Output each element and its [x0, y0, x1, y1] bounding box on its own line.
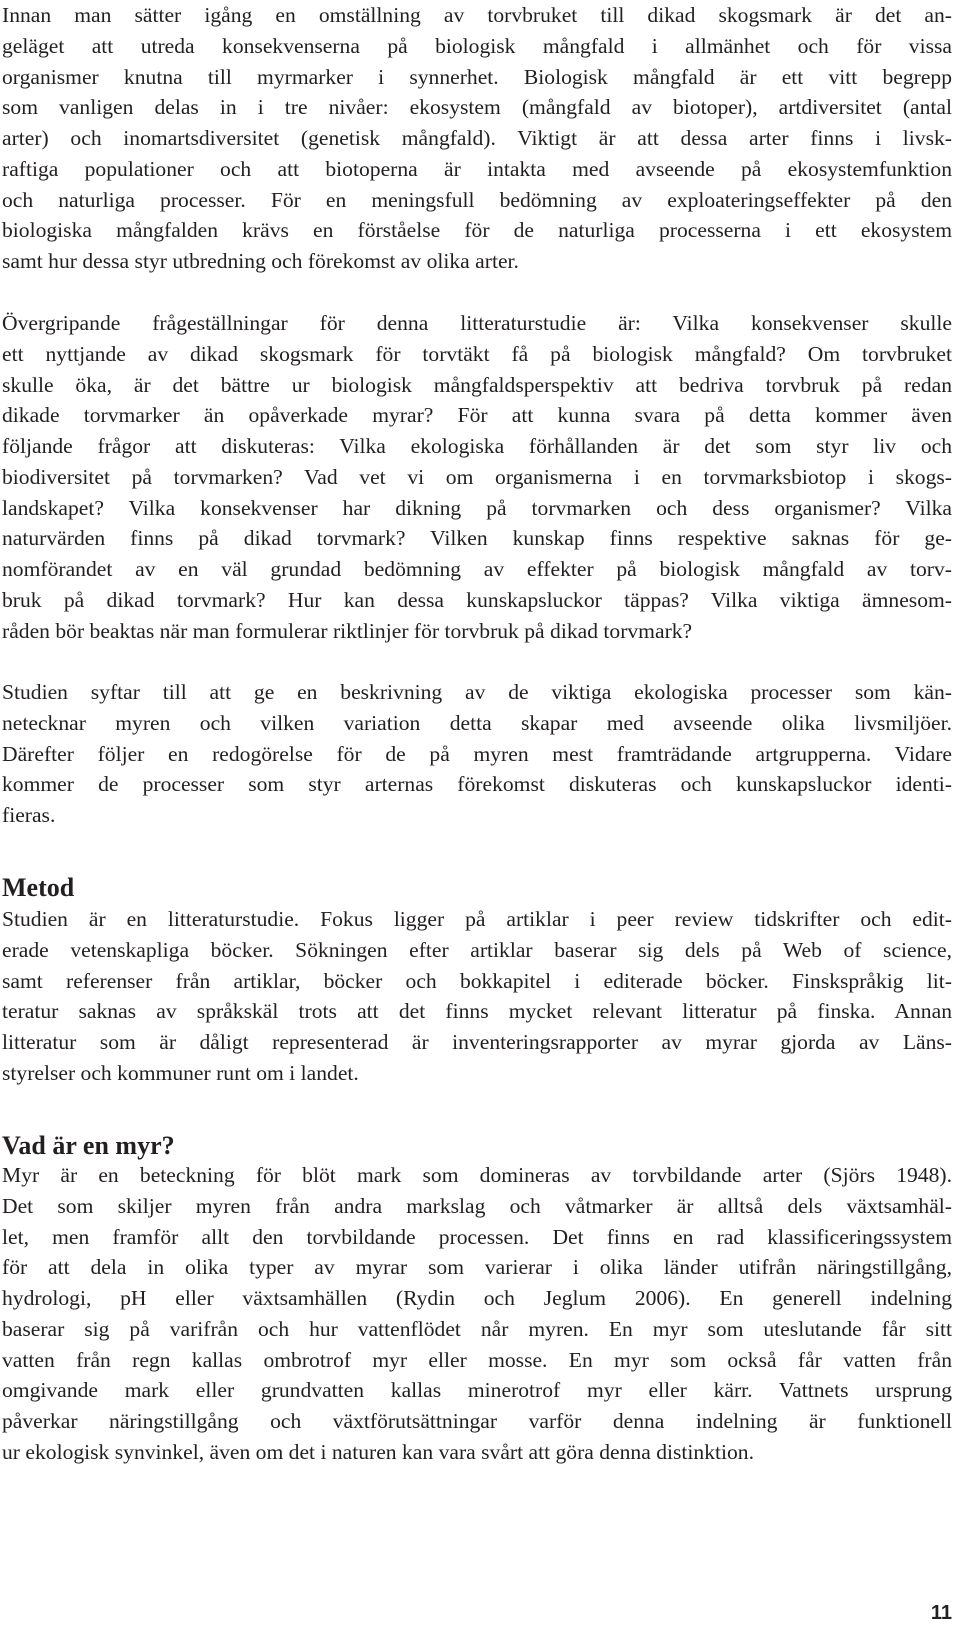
text-line: följande frågor att diskuteras: Vilka ekologiska förhållanden är det som styr liv och — [2, 434, 952, 458]
text-line: ett nyttjande av dikad skogsmark för torvtäkt få på biologisk mångfald? Om torvbruket — [2, 341, 952, 366]
text-line: kommer de processer som styr arternas förekomst diskuteras och kunskapsluckor identi- — [2, 772, 952, 797]
text-line: för att dela in olika typer av myrar som varierar i olika länder utifrån näringstillgång, — [2, 1255, 952, 1280]
text-line: Därefter följer en redogörelse för de på myren mest framträdande artgrupperna. Vidare — [2, 741, 952, 766]
text-line: omgivande mark eller grundvatten kallas minerotrof myr eller kärr. Vattnets ursprung — [2, 1378, 952, 1403]
myr-definition-paragraph — [2, 1160, 952, 1468]
text-line: Studien är en litteraturstudie. Fokus ligger på artiklar i peer review tidskrifter och edit- — [2, 907, 952, 931]
section-heading-vad-ar-en-myr: Vad är en myr? — [2, 1131, 175, 1160]
text-line: teratur saknas av språkskäl trots att det finns mycket relevant litteratur på finska. Annan — [2, 999, 952, 1024]
text-line: Övergripande frågeställningar för denna litteraturstudie är: Vilka konsekvenser skulle — [2, 311, 952, 335]
text-line: erade vetenskapliga böcker. Sökningen efter artiklar baserar sig dels på Web of science, — [2, 937, 952, 962]
text-line: Innan man sätter igång en omställning av torvbruket till dikad skogsmark är det an- — [2, 3, 952, 27]
text-line: påverkar näringstillgång och växtförutsättningar varför denna indelning är funktionell — [2, 1409, 952, 1433]
text-line: råden bör beaktas när man formulerar riktlinjer för torvbruk på dikad torvmark? — [2, 618, 693, 643]
text-line: styrelser och kommuner runt om i landet. — [2, 1060, 359, 1085]
text-line: geläget att utreda konsekvenserna på biologisk mångfald i allmänhet och för vissa — [2, 33, 952, 58]
text-line: litteratur som är dåligt representerad är inventeringsrapporter av myrar gjorda av Läns- — [2, 1030, 952, 1054]
text-line: Studien syftar till att ge en beskrivning av de viktiga ekologiska processer som kän- — [2, 680, 952, 704]
method-paragraph — [2, 904, 952, 1089]
text-line: vatten från regn kallas ombrotrof myr eller mosse. En myr som också får vatten från — [2, 1347, 952, 1372]
text-line: bruk på dikad torvmark? Hur kan dessa kunskapsluckor täppas? Vilka viktiga ämnesom- — [2, 587, 952, 612]
text-line: naturvärden finns på dikad torvmark? Vilken kunskap finns respektive saknas för ge- — [2, 526, 952, 551]
text-line: fieras. — [2, 803, 56, 827]
text-line: raftiga populationer och att biotoperna är intakta med avseende på ekosystemfunktion — [2, 156, 952, 181]
text-line: hydrologi, pH eller växtsamhällen (Rydin och Jeglum 2006). En generell indelning — [2, 1286, 952, 1310]
text-line: biodiversitet på torvmarken? Vad vet vi om organismerna i en torvmarksbiotop i skogs- — [2, 464, 952, 489]
intro-paragraph — [2, 0, 952, 277]
text-line: biologiska mångfalden krävs en förståelse för de naturliga processerna i ett ekosystem — [2, 218, 952, 243]
text-line: Myr är en beteckning för blöt mark som domineras av torvbildande arter (Sjörs 1948). — [2, 1163, 952, 1187]
text-line: skulle öka, är det bättre ur biologisk mångfaldsperspektiv att bedriva torvbruk på redan — [2, 372, 952, 397]
aim-paragraph — [2, 677, 952, 831]
text-line: ur ekologisk synvinkel, även om det i naturen kan vara svårt att göra denna distinktion. — [2, 1439, 754, 1464]
text-line: som vanligen delas in i tre nivåer: ekosystem (mångfald av biotoper), artdiversitet (antal — [2, 95, 952, 120]
text-line: organismer knutna till myrmarker i synnerhet. Biologisk mångfald är ett vitt begrepp — [2, 64, 952, 89]
text-line: nomförandet av en väl grundad bedömning av effekter på biologisk mångfald av torv- — [2, 557, 952, 581]
questions-paragraph — [2, 308, 952, 646]
page-number: 11 — [930, 1602, 952, 1624]
text-line: let, men framför allt den torvbildande processen. Det finns en rad klassificeringssystem — [2, 1224, 952, 1249]
text-line: baserar sig på varifrån och hur vattenflödet når myren. En myr som uteslutande får sitt — [2, 1316, 952, 1341]
text-line: samt hur dessa styr utbredning och förekomst av olika arter. — [2, 249, 519, 273]
text-line: samt referenser från artiklar, böcker och bokkapitel i editerade böcker. Finskspråkig lit- — [2, 968, 952, 993]
text-line: dikade torvmarker än opåverkade myrar? För att kunna svara på detta kommer även — [2, 403, 952, 428]
text-line: netecknar myren och vilken variation detta skapar med avseende olika livsmiljöer. — [2, 710, 952, 735]
section-heading-metod: Metod — [2, 873, 75, 902]
text-line: Det som skiljer myren från andra markslag och våtmarker är alltså dels växtsamhäl- — [2, 1193, 952, 1218]
text-line: och naturliga processer. För en meningsfull bedömning av exploateringseffekter på den — [2, 187, 952, 212]
text-line: arter) och inomartsdiversitet (genetisk mångfald). Viktigt är att dessa arter finns i livsk- — [2, 126, 952, 150]
text-line: landskapet? Vilka konsekvenser har dikning på torvmarken och dess organismer? Vilka — [2, 495, 952, 520]
